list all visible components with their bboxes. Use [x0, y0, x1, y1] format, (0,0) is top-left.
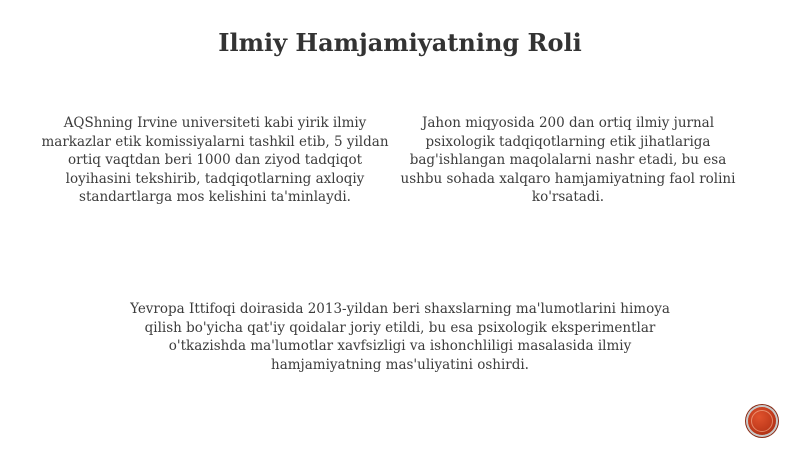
- paragraph-bottom: Yevropa Ittifoqi doirasida 2013-yildan beri shaxslarning ma'lumotlarini himoya qilish bo'yicha qat'iy qoidalar joriy etildi, bu esa psixologik eksperimentlar o'tkazishda ma'lumotlar xavfsizligi va ishonchliligi masalasida ilmiy hamjamiyatning mas'uliyatini oshirdi.: [130, 301, 670, 373]
- paragraph-left: AQShning Irvine universiteti kabi yirik ilmiy markazlar etik komissiyalarni tashkil etib, 5 yildan ortiq vaqtdan beri 1000 dan ziyod tadqiqot loyihasini tekshirib, tadqiqotlarning axloqiy standartlarga mos kelishini ta'minlaydi.: [41, 115, 389, 205]
- paragraph-right: Jahon miqyosida 200 dan ortiq ilmiy jurnal psixologik tadqiqotlarning etik jihatlariga bag'ishlangan maqolalarni nashr etadi, bu esa ushbu sohada xalqaro hamjamiyatning faol rolini ko'rsatadi.: [400, 115, 736, 205]
- next-slide-button[interactable]: [748, 407, 776, 435]
- slide-title: Ilmiy Hamjamiyatning Roli: [218, 28, 582, 57]
- circle-nav-button-icon: [751, 410, 773, 432]
